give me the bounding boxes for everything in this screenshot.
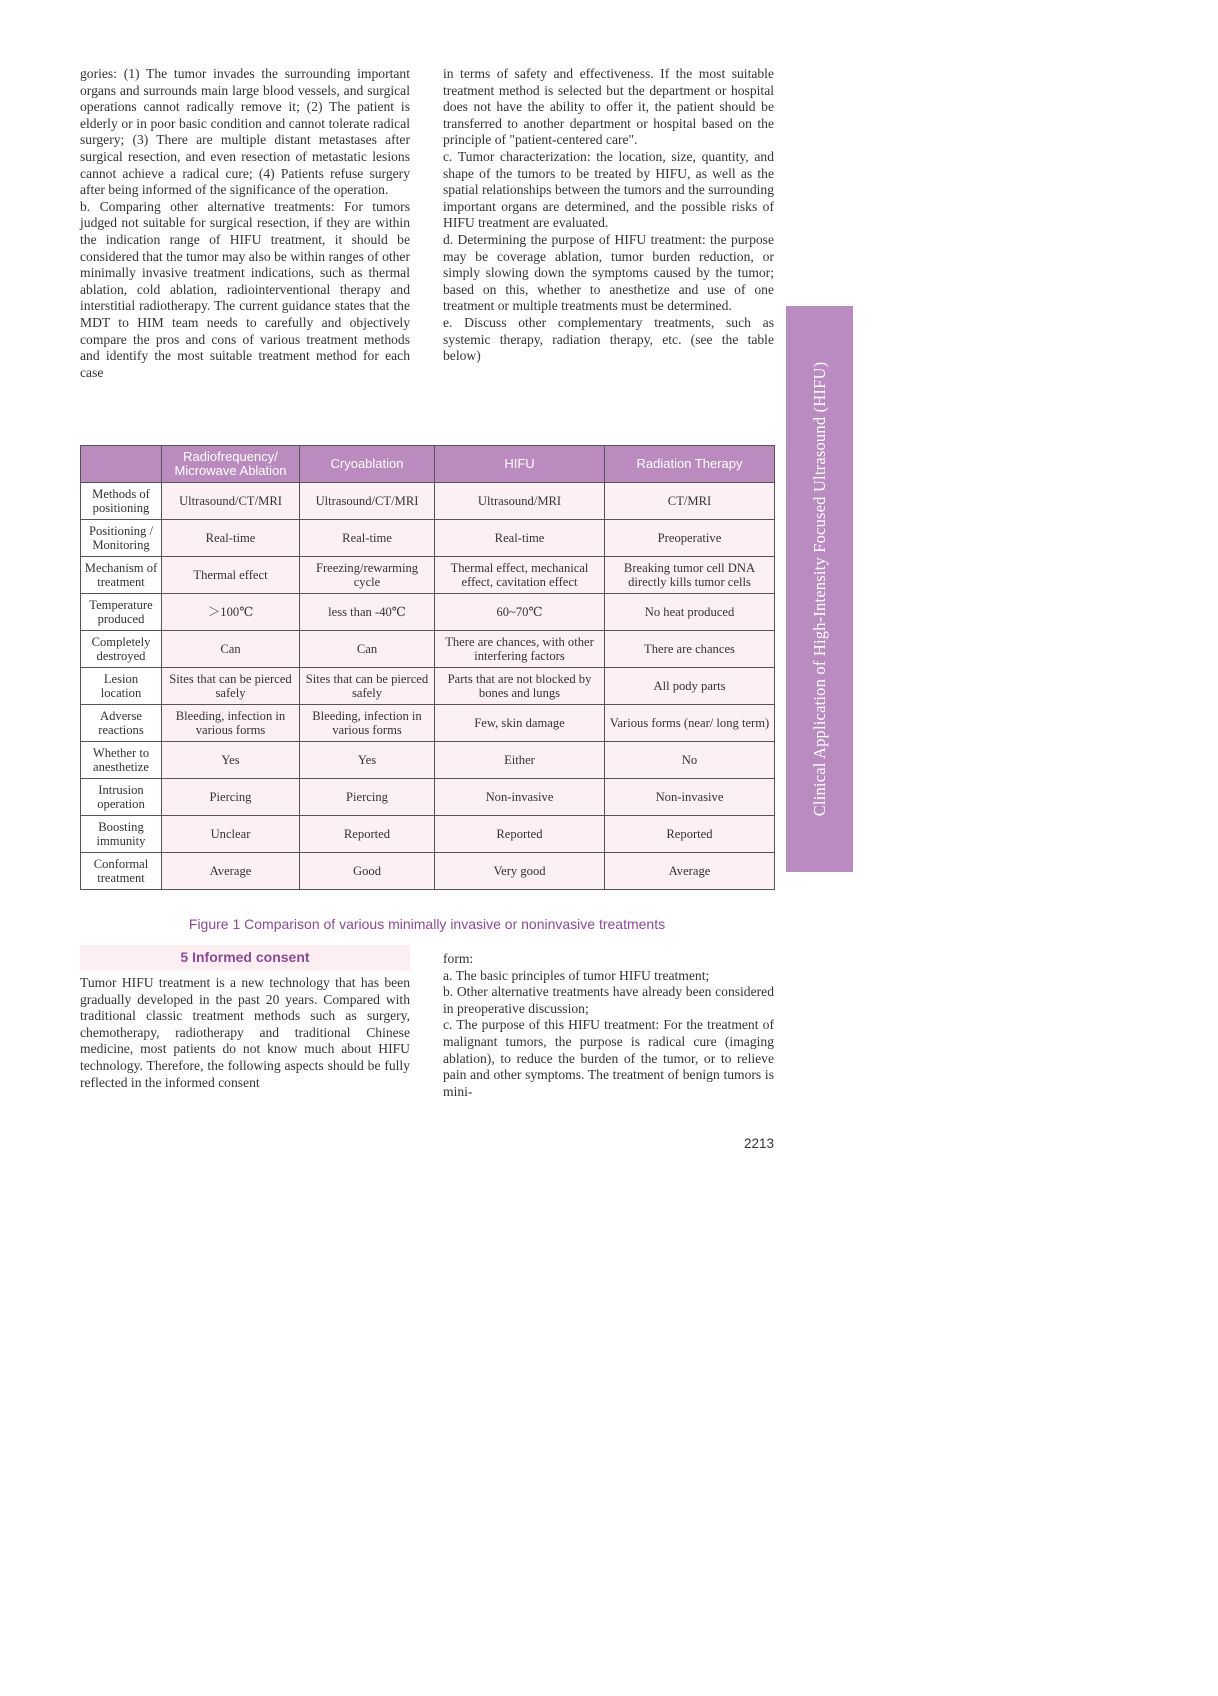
table-cell: Real-time xyxy=(162,520,300,557)
table-cell: Good xyxy=(300,853,435,890)
table-cell: Real-time xyxy=(300,520,435,557)
paragraph: e. Discuss other complementary treatments, such as systemic therapy, radiation therapy, etc. (see the table below) xyxy=(443,314,774,364)
table-cell: Reported xyxy=(300,816,435,853)
table-cell: Thermal effect, mechanical effect, cavitation effect xyxy=(435,557,605,594)
comparison-table xyxy=(80,445,775,890)
row-header: Lesion location xyxy=(81,668,162,705)
paragraph: d. Determining the purpose of HIFU treatment: the purpose may be coverage ablation, tumor burden reduction, or simply slowing down the symptoms caused by the tumor; based on this, whether to anesthetize and use of one treatment or multiple treatments must be determined. xyxy=(443,231,774,314)
right-column xyxy=(443,66,774,365)
table-cell: ＞100℃ xyxy=(162,594,300,631)
table-cell: Average xyxy=(605,853,775,890)
table-cell: Bleeding, infection in various forms xyxy=(162,705,300,742)
row-header: Boosting immunity xyxy=(81,816,162,853)
table-cell: There are chances, with other interfering factors xyxy=(435,631,605,668)
table-row xyxy=(81,853,775,890)
figure-caption: Figure 1 Comparison of various minimally invasive or noninvasive treatments xyxy=(188,916,666,932)
table-row xyxy=(81,631,775,668)
column-header: Radiofrequency/ Microwave Ablation xyxy=(162,446,300,483)
paragraph: a. The basic principles of tumor HIFU treatment; xyxy=(443,967,710,983)
table-cell: Few, skin damage xyxy=(435,705,605,742)
row-header: Temperature produced xyxy=(81,594,162,631)
row-header: Whether to anesthetize xyxy=(81,742,162,779)
row-header: Intrusion operation xyxy=(81,779,162,816)
table-cell: Parts that are not blocked by bones and lungs xyxy=(435,668,605,705)
table-cell: Reported xyxy=(435,816,605,853)
table-cell: Thermal effect xyxy=(162,557,300,594)
table-cell: Freezing/rewarming cycle xyxy=(300,557,435,594)
table-cell: There are chances xyxy=(605,631,775,668)
table-cell: CT/MRI xyxy=(605,483,775,520)
table-cell: Either xyxy=(435,742,605,779)
table-row xyxy=(81,668,775,705)
table-row xyxy=(81,520,775,557)
table-row xyxy=(81,816,775,853)
side-tab-label: Clinical Application of High-Intensity Focused Ultrasound (HIFU) xyxy=(809,361,829,817)
table-row xyxy=(81,557,775,594)
table-cell: Piercing xyxy=(300,779,435,816)
page-number: 2213 xyxy=(743,1136,774,1151)
table-cell: Average xyxy=(162,853,300,890)
paragraph: form: xyxy=(443,951,474,966)
section-heading: 5 Informed consent xyxy=(80,945,410,970)
row-header: Adverse reactions xyxy=(81,705,162,742)
row-header: Mechanism of treatment xyxy=(81,557,162,594)
table-cell: less than -40℃ xyxy=(300,594,435,631)
row-header: Completely destroyed xyxy=(81,631,162,668)
table-cell: Breaking tumor cell DNA directly kills tumor cells xyxy=(605,557,775,594)
table-cell: Piercing xyxy=(162,779,300,816)
table-header-row xyxy=(81,446,775,483)
bottom-left-column xyxy=(80,975,410,1091)
column-header: HIFU xyxy=(435,446,605,483)
paragraph: gories: (1) The tumor invades the surrounding important organs and surrounds main large blood vessels, and surgical operations cannot radically remove it; (2) The patient is elderly or in poor basic condition and cannot tolerate radical surgery; (3) There are multiple distant metastases after surgical resection, and even resection of metastatic lesions cannot achieve a radical cure; (4) Patients refuse surgery after being informed of the significance of the operation. xyxy=(80,66,410,198)
table-row xyxy=(81,705,775,742)
paragraph: c. The purpose of this HIFU treatment: For the treatment of malignant tumors, the purpose is radical cure (imaging ablation), to reduce the burden of the tumor, or to relieve pain and other symptoms. The treatment of benign tumors is mini- xyxy=(443,1017,774,1099)
paragraph: in terms of safety and effectiveness. If the most suitable treatment method is selected but the department or hospital does not have the ability to offer it, the patient should be transferred to another department or hospital based on the principle of "patient-centered care". xyxy=(443,66,774,148)
table-row xyxy=(81,779,775,816)
paragraph: c. Tumor characterization: the location, size, quantity, and shape of the tumors to be treated by HIFU, as well as the spatial relationships between the tumors and the surrounding important organs are determined, and the possible risks of HIFU treatment are evaluated. xyxy=(443,148,774,231)
table-cell: No xyxy=(605,742,775,779)
table-corner-cell xyxy=(81,446,162,483)
table-cell: Preoperative xyxy=(605,520,775,557)
row-header: Positioning / Monitoring xyxy=(81,520,162,557)
table-cell: Sites that can be pierced safely xyxy=(162,668,300,705)
table-cell: Various forms (near/ long term) xyxy=(605,705,775,742)
table-cell: Yes xyxy=(300,742,435,779)
table-cell: 60~70℃ xyxy=(435,594,605,631)
table-cell: Non-invasive xyxy=(605,779,775,816)
section-side-tab xyxy=(786,306,853,872)
table-cell: Real-time xyxy=(435,520,605,557)
table-cell: All pody parts xyxy=(605,668,775,705)
table-cell: Sites that can be pierced safely xyxy=(300,668,435,705)
table-cell: Ultrasound/CT/MRI xyxy=(162,483,300,520)
table-row xyxy=(81,594,775,631)
table-cell: No heat produced xyxy=(605,594,775,631)
table-cell: Non-invasive xyxy=(435,779,605,816)
table-cell: Reported xyxy=(605,816,775,853)
bottom-right-column xyxy=(443,951,774,1100)
left-column xyxy=(80,66,410,381)
row-header: Methods of positioning xyxy=(81,483,162,520)
table-cell: Yes xyxy=(162,742,300,779)
paragraph: Tumor HIFU treatment is a new technology that has been gradually developed in the past 20 years. Compared with traditional classic treatment methods such as surgery, chemotherapy, radiotherapy and traditional Chinese medicine, most patients do not know much about HIFU technology. Therefore, the following aspects should be fully reflected in the informed consent xyxy=(80,975,410,1090)
paragraph: b. Other alternative treatments have already been considered in preoperative discussion; xyxy=(443,984,774,1016)
row-header: Conformal treatment xyxy=(81,853,162,890)
column-header: Cryoablation xyxy=(300,446,435,483)
table-cell: Can xyxy=(162,631,300,668)
table-cell: Ultrasound/CT/MRI xyxy=(300,483,435,520)
table-cell: Bleeding, infection in various forms xyxy=(300,705,435,742)
table-row xyxy=(81,483,775,520)
column-header: Radiation Therapy xyxy=(605,446,775,483)
table-cell: Unclear xyxy=(162,816,300,853)
table-cell: Ultrasound/MRI xyxy=(435,483,605,520)
table-row xyxy=(81,742,775,779)
paragraph: b. Comparing other alternative treatments: For tumors judged not suitable for surgical resection, if they are within the indication range of HIFU treatment, it should be considered that the tumor may also be within ranges of other minimally invasive treatment indications, such as thermal ablation, cold ablation, radiointerventional therapy and interstitial radiotherapy. The current guidance states that the MDT to HIM team needs to carefully and objectively compare the pros and cons of various treatment methods and identify the most suitable treatment method for each case xyxy=(80,198,410,380)
table-cell: Can xyxy=(300,631,435,668)
table-cell: Very good xyxy=(435,853,605,890)
table-body xyxy=(81,483,775,890)
